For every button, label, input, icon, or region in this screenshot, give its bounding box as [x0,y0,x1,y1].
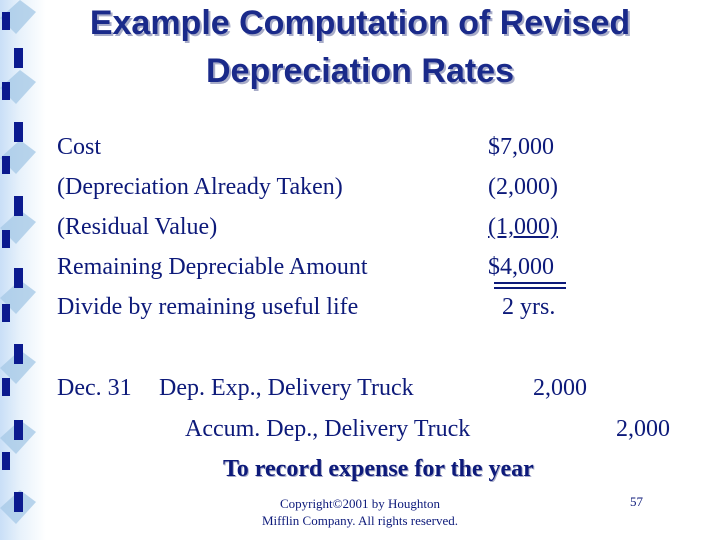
journal-debit-amount: 2,000 [533,375,587,401]
computation-label-depreciation-taken: (Depreciation Already Taken) [57,174,343,200]
slide-title-line2: Depreciation Rates [206,52,514,90]
computation-amount-cost: $7,000 [488,134,554,160]
double-underline-bottom [494,287,566,289]
computation-label-residual-value: (Residual Value) [57,214,218,240]
journal-credit-account: Accum. Dep., Delivery Truck [185,416,471,442]
slide-title-line1: Example Computation of Revised [89,4,631,42]
journal-debit-account: Dep. Exp., Delivery Truck [159,375,414,401]
journal-credit-amount: 2,000 [616,416,670,442]
computation-label-cost: Cost [57,134,102,160]
footer-copyright-line1: Copyright©2001 by Houghton [279,496,441,511]
page-number: 57 [630,494,643,509]
computation-amount-depreciation-taken: (2,000) [488,174,558,200]
computation-amount-useful-life: 2 yrs. [502,294,556,320]
double-underline-top [494,282,566,284]
journal-explanation: To record expense for the year [223,456,534,482]
computation-label-useful-life: Divide by remaining useful life [57,294,359,320]
footer-copyright-line2: Mifflin Company. All rights reserved. [261,513,459,528]
computation-amount-residual-value: (1,000) [488,214,558,240]
computation-label-remaining-amount: Remaining Depreciable Amount [57,254,368,280]
journal-date: Dec. 31 [57,375,132,401]
computation-amount-remaining-amount: $4,000 [488,254,554,280]
